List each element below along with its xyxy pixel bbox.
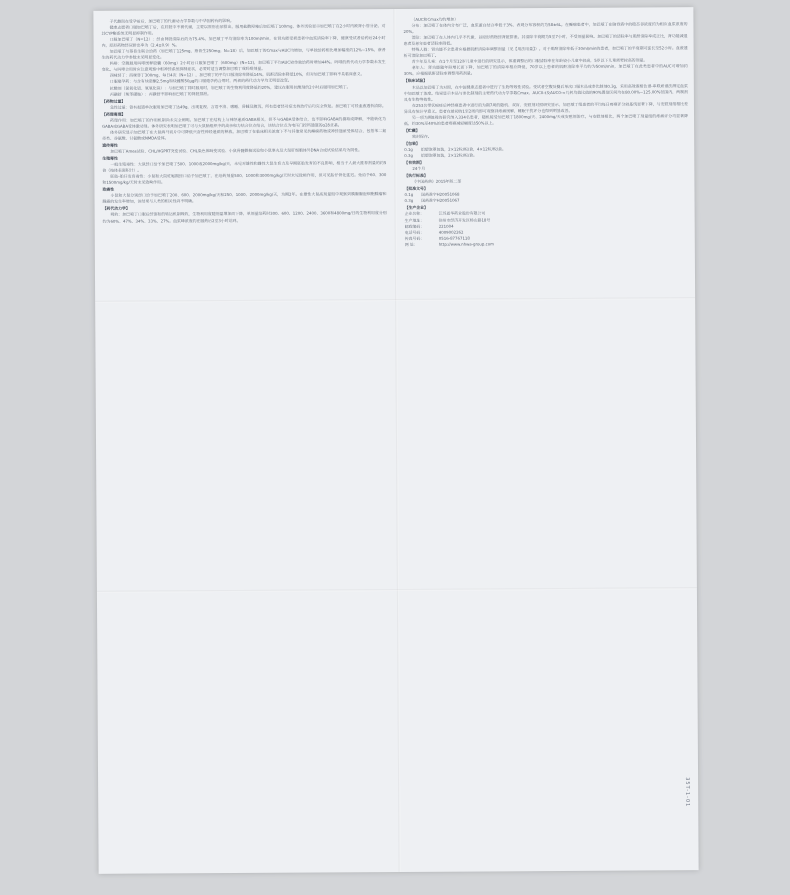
paragraph: 密封保存。 <box>412 133 432 139</box>
paragraph: 分布：加巴喷丁在体内分布广泛，血浆蛋白结合率低于3%，表观分布容积约为58±6L。在癫痫患者中，加巴喷丁在脑脊液中的稳态谷浓度约为相应血浆浓度的20%。 <box>403 21 688 35</box>
section-heading: 【批准文号】 <box>404 186 428 192</box>
section-heading: 【包装】 <box>404 140 420 146</box>
spec-cell: 0.1g <box>404 192 414 198</box>
paragraph: 胚胎-胎仔发育毒性：小鼠和大鼠妊娠期经口给予加巴喷丁，在给药剂量500、1000和3000mg/kg/天时未见致畸作用，但可见胎仔骨化延迟。兔给予60、300和1500mg/kg/天时未见致畸作用。 <box>102 172 387 186</box>
print-code-stamp: 35T-1-01 <box>684 777 691 808</box>
spec-cell: 铝塑泡罩包装，2×12粒/板/盒。 <box>420 152 478 158</box>
paragraph: 在253名带状疱疹后神经痛患者中进行的为期7周的随机、双盲、安慰剂对照研究显示，加巴喷丁组患者的平均每日疼痛评分较基线显著下降，与安慰剂组相比差异具有统计学意义。患者在最初的1至2周内即可观察到疼痛缓解，睡眠干扰评分也得到明显改善。 <box>403 100 688 114</box>
paragraph: 体外研究显示加巴喷丁在大鼠海马切片中可降低兴奋性神经递质的释放。加巴喷丁在临床相关浓度下不与其他常见抗癫痫药物或神经递质受体结合，包括苯二氮䓬类、谷氨酸、甘氨酸或NMDA受体。 <box>102 127 387 141</box>
section-heading: 【药理毒理】 <box>101 111 126 117</box>
paragraph: （AUC和Cmax均约增加） <box>411 16 459 22</box>
paragraph: 消除：加巴喷丁在人体内几乎不代谢，以原形药物经肾脏排泄。其清除半衰期为5至7小时，不受剂量影响。加巴喷丁的清除率与肌酐清除率成正比，肾功能减退患者及老年患者清除率降低。 <box>403 33 688 47</box>
spec-cell: 国药准字H20051067 <box>421 197 460 204</box>
company-info-value: 221004 <box>438 223 454 229</box>
spec-cell: 国药准字H20051068 <box>421 191 460 198</box>
company-info-key: 生产地址： <box>404 217 425 223</box>
paragraph: 健康志愿者口服加巴喷丁后，在肝脏中不被代谢，主要以原形由尿排出，服用盐酸羟嗪后加巴喷丁100mg，体外试验显示加巴喷丁在2小时内被肾小管分泌，对其CYP酶系统无明显抑制作用。 <box>101 23 386 36</box>
section-heading: 【临床试验】 <box>403 78 428 84</box>
company-info-key: 邮政编码： <box>404 223 425 229</box>
company-info-row <box>405 240 689 248</box>
company-info-value: 徐州市经济开发区杨山路18号 <box>438 216 491 223</box>
company-info-key: 企业名称： <box>404 211 425 217</box>
company-info-value: 0516-87767118 <box>438 235 470 241</box>
paragraph: 口服避孕药：与含有炔诺酮2.5mg和炔雌醇50μg的口服避孕药合用时，两者的药代动力学均无明显改变。 <box>109 78 292 85</box>
company-info-value: http://www.nhwa-group.com <box>438 241 494 247</box>
section-heading: 【药物过量】 <box>101 98 126 104</box>
section-heading: 致癌性 <box>102 186 115 193</box>
section-heading: 遗传毒性 <box>102 142 118 148</box>
section-heading: 【贮藏】 <box>404 127 420 133</box>
paragraph: 加巴喷丁与萘普生联合给药（加巴喷丁125mg，萘普生250mg；N=18）后，加巴喷丁的Cmax与AUC均增加，与单独给药相比增加幅度约12%~15%，萘普生的药代动力学参数未见明显变化。 <box>101 47 386 61</box>
fold-line-vertical <box>393 9 400 872</box>
spec-cell: 0.3g <box>404 152 413 158</box>
paragraph: 24个月 <box>412 165 426 172</box>
section-heading: 【生产企业】 <box>404 205 428 211</box>
paragraph: 另一项为期8周的研究纳入334名患者，随机接受加巴喷丁1800mg/天、2400mg/天或安慰剂治疗。与安慰剂相比，两个加巴喷丁剂量组的疼痛评分均显著降低，约30%至40%的患者疼痛减轻幅度达50%以上。 <box>404 112 689 126</box>
right-text-column <box>403 15 688 247</box>
paragraph: 加巴喷丁Ames试验、CHL/HGPRT突变试验、CHL染色体畸变试验、小鼠骨髓微核试验和小鼠睾丸及大鼠肝细胞体外DNA合成试验结果均为阴性。 <box>110 147 363 154</box>
paragraph: 本品以加巴喷丁为对照，在中国健康志愿者中进行了生物等效性试验。受试者空腹及餐后单次口服本品或参比制剂0.3g，采用高效液相色谱-串联质谱法测定血浆中加巴喷丁浓度。结果显示本品与参比制剂的主要药代动力学参数Cmax、AUC0-t及AUC0-∞几何均值比值的90%置信区间均在80.00%~125.00%范围内，两制剂具有生物等效性。 <box>403 82 688 102</box>
paragraph: 一般生殖毒性：大鼠经口给予加巴喷丁500、1000或2000mg/kg/天，未见对雄性和雌性大鼠生育力及早期胚胎发育的不良影响，相当于人最大推荐剂量的约5倍（按体表面积计）。 <box>102 160 387 173</box>
paragraph: 青少年及儿童：在1个月至12岁儿童中进行的研究显示，体重调整后的口服清除率在年龄较小儿童中较高，5岁以下儿童需要较高的剂量。 <box>411 57 648 65</box>
paragraph: 小鼠和大鼠分别经口给予加巴喷丁200、600、2000mg/kg/天和250、1000、2000mg/kg/天，为期2年。在雄性大鼠高剂量组中观察到胰腺腺泡细胞腺瘤和腺癌的发生率增加，该结果与人类的相关性尚不明确。 <box>102 191 387 205</box>
paragraph: 老年人：肾功能随年龄增长而下降，加巴喷丁的清除率相应降低，70岁以上患者的肌酐清除率平均约为50ml/min，加巴喷丁在此类患者中的AUC可增加约30%，应根据肌酐清除率调整用药剂量。 <box>403 63 688 77</box>
section-heading: 生殖毒性 <box>102 155 118 161</box>
paragraph: 抗酸剂（氢氧化铝、氢氧化镁）：与加巴喷丁同时服用时，加巴喷丁的生物利用度降低约20%，建议在服用抗酸剂约2小时后服用加巴喷丁。 <box>109 83 351 91</box>
document-sheet <box>93 7 698 874</box>
section-heading: 【有效期】 <box>404 159 424 166</box>
company-info-key: 传真号码： <box>404 235 425 241</box>
paragraph: 丙磺舒（羧苯磺胺）：丙磺舒不影响加巴喷丁的肾脏排泄。 <box>109 90 212 97</box>
paragraph: 《中国药典》2015年版二部 <box>412 178 462 185</box>
paragraph: 西咪替丁：西咪替丁300mg，每日4次（N=12），加巴喷丁的平均口服清除率降低14%，肌酐清除率降低10%，但对加巴喷丁影响不具临床意义。 <box>109 71 365 79</box>
section-heading: 【执行标准】 <box>404 172 428 179</box>
spec-cell: 0.3g <box>404 198 414 204</box>
section-heading: 【药代动力学】 <box>102 206 130 212</box>
paragraph: 药理作用：加巴喷丁的作用机制尚未完全阐明。加巴喷丁在结构上与神经递质GABA相关，但不与GABA受体结合，也不影响GABA的摄取或降解，不能转化为GABA或GABA受体激动剂。体外研究表明加巴喷丁可与大鼠脑组织中的高亲和力结合位点结合，该结合位点为电压门控钙通道的α2δ亚基。 <box>102 115 387 129</box>
company-info-key: 网 址： <box>404 241 418 247</box>
paragraph: 特殊人群：肾功能不全患者应根据肌酐清除率调整剂量（见【用法用量】）。对于肌酐清除率低于30ml/min的患者，加巴喷丁的半衰期可延长至52小时。血液透析可清除加巴喷丁。 <box>403 45 688 59</box>
paragraph: 口服加巴喷丁（N=12）：经由肾脏清除后约为75.4%，加巴喷丁平均清除率为100ml/min，在肾功能受损患者中血浆清除率下降，健康受试者给药后24小时内，原形药物经尿排出率为（2.4±0.9）%。 <box>101 35 386 48</box>
left-text-column <box>101 17 386 224</box>
paragraph: 急性过量：曾有报道单次服用加巴喷丁达49g，出现复视、言语不清、嗜睡、昏睡及腹泻。所有患者经对症支持治疗后均完全恢复。加巴喷丁可经血液透析清除。 <box>109 102 386 110</box>
paragraph: 吗啡：空腹服用吗啡缓释胶囊（60mg）2小时后口服加巴喷丁（600mg）(N=12)，加巴喷丁平均AUC较单独给药时增加44%。吗啡的药代动力学参数未发生变化。与吗啡合用时应注意观察中枢神经系统抑制症状，必要时适当调整加巴喷丁或吗啡剂量。 <box>101 59 386 73</box>
company-info-key: 电话号码： <box>404 229 425 235</box>
paragraph: 子代雌鼠在受孕前后，加巴喷丁的代谢动力学参数与中华国药有的影响。 <box>109 17 234 24</box>
spec-cell: 铝塑泡罩包装，2×12粒/板/盒，4×12粒/板/盒。 <box>420 146 506 152</box>
company-info-value: 4009002262 <box>438 229 464 235</box>
spec-cell: 0.1g <box>404 146 413 152</box>
paragraph: 吸收：加巴喷丁口服后经饱和的转运机制吸收，生物利用度随剂量增加而下降，单剂量给药时300、600、1200、2400、3600和4800mg/日的生物利用度分别约为60%、47%、34%、33%、27%。血浆峰浓度约在服药后2至3小时达到。 <box>102 210 387 224</box>
company-info-value: 江苏恩华药业股份有限公司 <box>438 210 486 217</box>
